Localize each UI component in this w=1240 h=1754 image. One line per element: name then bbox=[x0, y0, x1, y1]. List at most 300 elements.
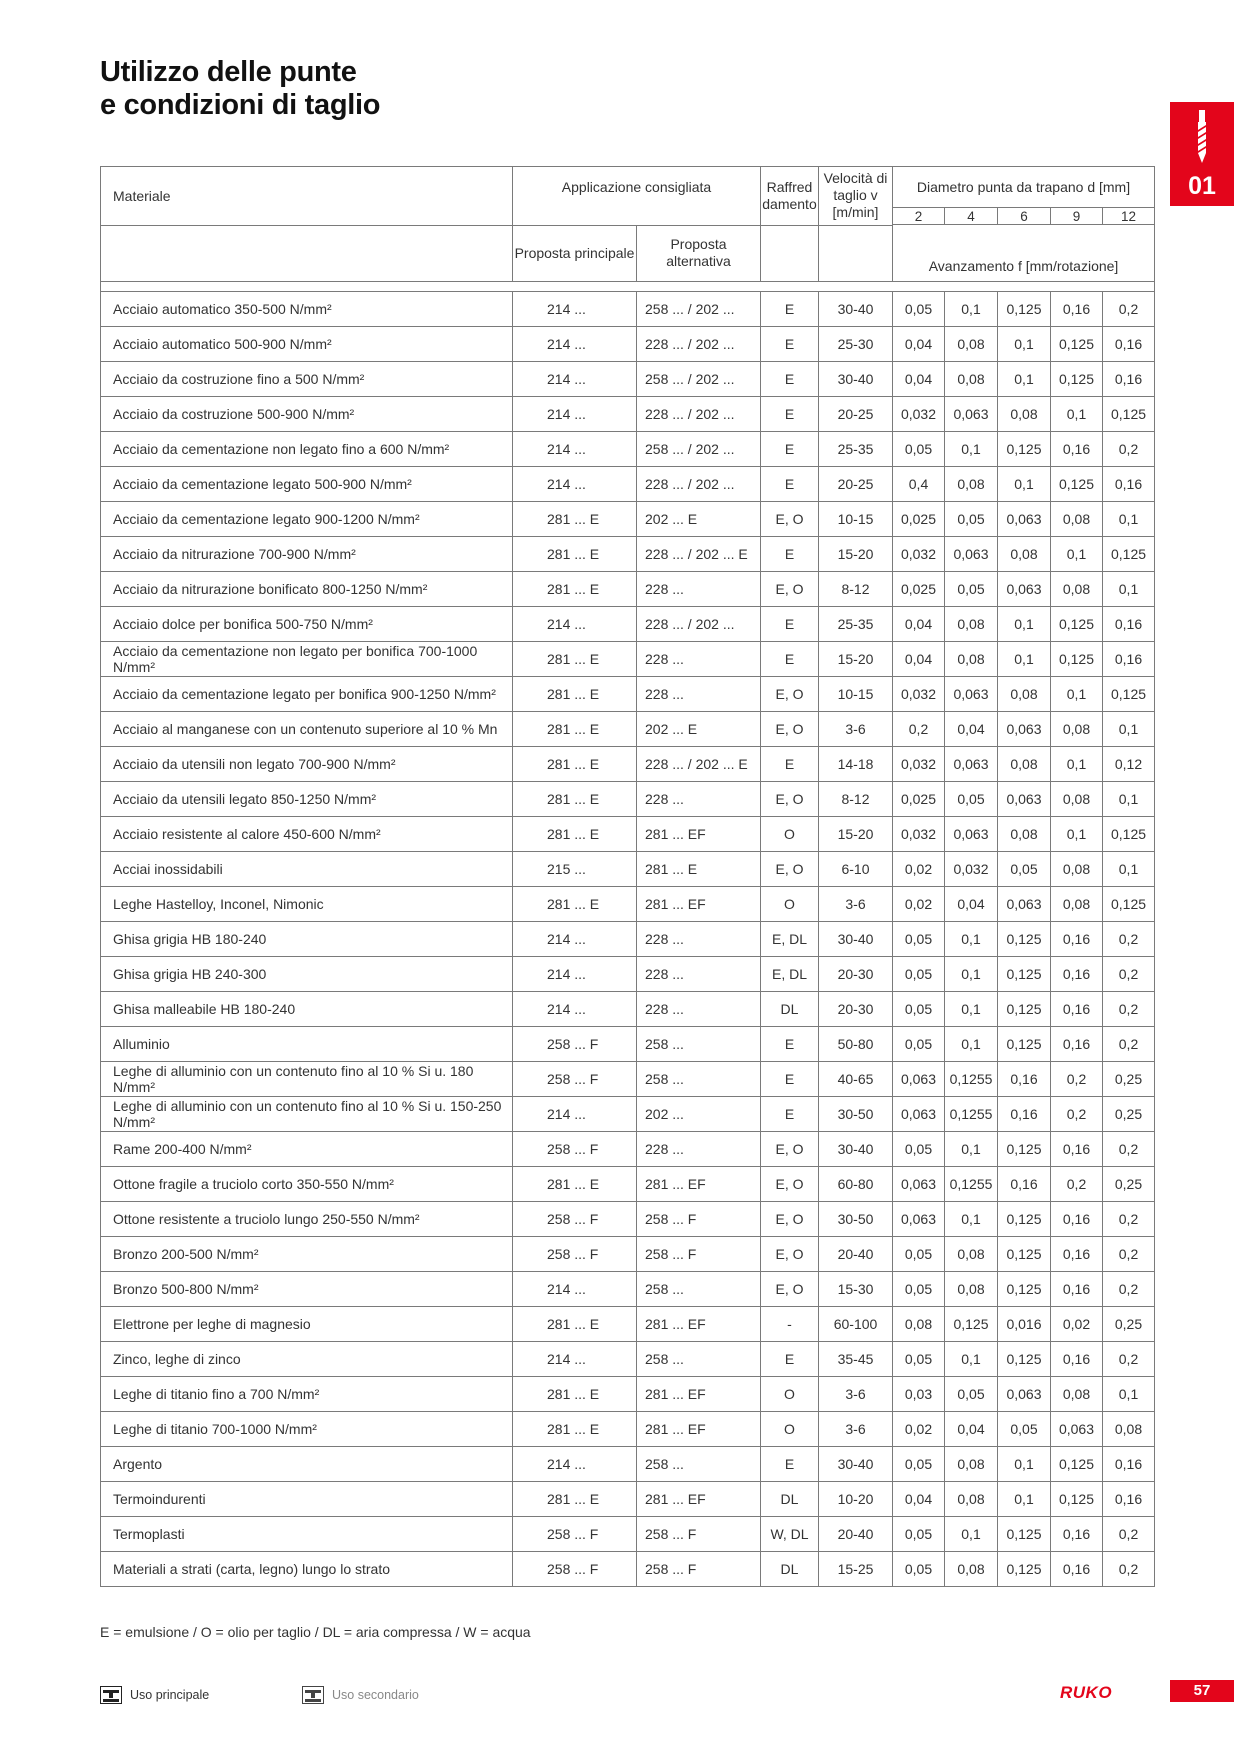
material-cell: Acciaio da utensili non legato 700-900 N/mm² bbox=[101, 747, 513, 782]
material-cell: Acciaio da nitrurazione 700-900 N/mm² bbox=[101, 537, 513, 572]
feed-d12-cell: 0,16 bbox=[1103, 1482, 1155, 1517]
speed-cell: 20-25 bbox=[819, 397, 893, 432]
feed-d6-cell: 0,125 bbox=[998, 1027, 1051, 1062]
feed-d4-cell: 0,1 bbox=[945, 432, 998, 467]
footer-primary-use bbox=[100, 1686, 209, 1704]
feed-d6-cell: 0,125 bbox=[998, 432, 1051, 467]
main-proposal-cell: 214 ... bbox=[513, 362, 637, 397]
feed-d12-cell: 0,2 bbox=[1103, 957, 1155, 992]
main-proposal-cell: 281 ... E bbox=[513, 537, 637, 572]
feed-d9-cell: 0,08 bbox=[1051, 502, 1103, 537]
material-cell: Leghe di alluminio con un contenuto fino al 10 % Si u. 150-250 N/mm² bbox=[101, 1097, 513, 1132]
feed-d9-cell: 0,16 bbox=[1051, 1027, 1103, 1062]
material-cell: Acciaio da cementazione legato 500-900 N/mm² bbox=[101, 467, 513, 502]
feed-d4-cell: 0,05 bbox=[945, 782, 998, 817]
cooling-cell: E bbox=[761, 1342, 819, 1377]
secondary-use-label: Uso secondario bbox=[332, 1688, 419, 1702]
speed-cell: 60-100 bbox=[819, 1307, 893, 1342]
feed-d4-cell: 0,032 bbox=[945, 852, 998, 887]
main-proposal-cell: 281 ... E bbox=[513, 1307, 637, 1342]
diameter-value: 6 bbox=[998, 208, 1051, 225]
feed-d2-cell: 0,05 bbox=[893, 992, 945, 1027]
alt-proposal-cell: 258 ... bbox=[637, 1272, 761, 1307]
material-cell: Termoplasti bbox=[101, 1517, 513, 1552]
feed-d9-cell: 0,125 bbox=[1051, 607, 1103, 642]
feed-d12-cell: 0,2 bbox=[1103, 1517, 1155, 1552]
feed-d9-cell: 0,125 bbox=[1051, 642, 1103, 677]
feed-d4-cell: 0,08 bbox=[945, 1447, 998, 1482]
feed-d9-cell: 0,16 bbox=[1051, 1237, 1103, 1272]
main-proposal-cell: 281 ... E bbox=[513, 1412, 637, 1447]
material-cell: Alluminio bbox=[101, 1027, 513, 1062]
feed-d6-cell: 0,1 bbox=[998, 642, 1051, 677]
feed-d2-cell: 0,05 bbox=[893, 922, 945, 957]
cooling-cell: W, DL bbox=[761, 1517, 819, 1552]
feed-d6-cell: 0,063 bbox=[998, 712, 1051, 747]
main-proposal-cell: 214 ... bbox=[513, 957, 637, 992]
main-proposal-cell: 214 ... bbox=[513, 467, 637, 502]
feed-d9-cell: 0,08 bbox=[1051, 572, 1103, 607]
feed-d12-cell: 0,125 bbox=[1103, 397, 1155, 432]
feed-d4-cell: 0,1255 bbox=[945, 1062, 998, 1097]
feed-d6-cell: 0,08 bbox=[998, 817, 1051, 852]
material-cell: Ottone fragile a truciolo corto 350-550 N/mm² bbox=[101, 1167, 513, 1202]
main-proposal-cell: 258 ... F bbox=[513, 1202, 637, 1237]
main-proposal-cell: 214 ... bbox=[513, 1272, 637, 1307]
cooling-cell: E, O bbox=[761, 1237, 819, 1272]
table-row bbox=[101, 432, 1155, 467]
material-cell: Rame 200-400 N/mm² bbox=[101, 1132, 513, 1167]
feed-d2-cell: 0,03 bbox=[893, 1377, 945, 1412]
speed-cell: 3-6 bbox=[819, 1412, 893, 1447]
material-cell: Acciaio da cementazione non legato per bonifica 700-1000 N/mm² bbox=[101, 642, 513, 677]
feed-d9-cell: 0,16 bbox=[1051, 292, 1103, 327]
main-proposal-cell: 281 ... E bbox=[513, 817, 637, 852]
feed-d2-cell: 0,05 bbox=[893, 1552, 945, 1587]
feed-d2-cell: 0,05 bbox=[893, 432, 945, 467]
main-proposal-cell: 214 ... bbox=[513, 1097, 637, 1132]
feed-d6-cell: 0,125 bbox=[998, 992, 1051, 1027]
cooling-cell: E, O bbox=[761, 572, 819, 607]
table-row bbox=[101, 362, 1155, 397]
material-cell: Elettrone per leghe di magnesio bbox=[101, 1307, 513, 1342]
feed-d4-cell: 0,1 bbox=[945, 992, 998, 1027]
header-gap bbox=[637, 208, 761, 226]
main-proposal-cell: 214 ... bbox=[513, 992, 637, 1027]
feed-d2-cell: 0,04 bbox=[893, 642, 945, 677]
main-proposal-cell: 281 ... E bbox=[513, 502, 637, 537]
alt-proposal-cell: 228 ... / 202 ... bbox=[637, 607, 761, 642]
feed-d12-cell: 0,2 bbox=[1103, 922, 1155, 957]
primary-use-label: Uso principale bbox=[130, 1688, 210, 1702]
page-title bbox=[100, 56, 380, 122]
header-material: Materiale bbox=[101, 167, 513, 226]
header-gap bbox=[513, 208, 637, 226]
feed-d6-cell: 0,1 bbox=[998, 1447, 1051, 1482]
speed-cell: 30-50 bbox=[819, 1202, 893, 1237]
alt-proposal-cell: 258 ... / 202 ... bbox=[637, 362, 761, 397]
footer-secondary-use bbox=[302, 1686, 419, 1704]
cooling-cell: E, DL bbox=[761, 922, 819, 957]
table-row bbox=[101, 677, 1155, 712]
material-cell: Acciaio da costruzione 500-900 N/mm² bbox=[101, 397, 513, 432]
feed-d6-cell: 0,1 bbox=[998, 1482, 1051, 1517]
feed-d2-cell: 0,025 bbox=[893, 572, 945, 607]
feed-d12-cell: 0,2 bbox=[1103, 992, 1155, 1027]
speed-cell: 20-40 bbox=[819, 1237, 893, 1272]
feed-d6-cell: 0,063 bbox=[998, 502, 1051, 537]
speed-cell: 20-30 bbox=[819, 957, 893, 992]
feed-d6-cell: 0,125 bbox=[998, 1342, 1051, 1377]
cooling-cell: E, O bbox=[761, 1202, 819, 1237]
feed-d2-cell: 0,05 bbox=[893, 1027, 945, 1062]
feed-d12-cell: 0,16 bbox=[1103, 327, 1155, 362]
table-row bbox=[101, 1307, 1155, 1342]
cooling-cell: E, O bbox=[761, 1272, 819, 1307]
main-proposal-cell: 258 ... F bbox=[513, 1132, 637, 1167]
main-proposal-cell: 214 ... bbox=[513, 292, 637, 327]
feed-d4-cell: 0,1 bbox=[945, 292, 998, 327]
feed-d12-cell: 0,125 bbox=[1103, 677, 1155, 712]
feed-d4-cell: 0,08 bbox=[945, 467, 998, 502]
cooling-cell: E, O bbox=[761, 1167, 819, 1202]
cooling-cell: E bbox=[761, 432, 819, 467]
table-row bbox=[101, 852, 1155, 887]
feed-d4-cell: 0,063 bbox=[945, 747, 998, 782]
cooling-cell: E bbox=[761, 362, 819, 397]
feed-d4-cell: 0,1255 bbox=[945, 1167, 998, 1202]
feed-d12-cell: 0,2 bbox=[1103, 1552, 1155, 1587]
cooling-cell: E, O bbox=[761, 677, 819, 712]
section-number: 01 bbox=[1188, 172, 1216, 200]
speed-cell: 30-40 bbox=[819, 1447, 893, 1482]
table-row bbox=[101, 327, 1155, 362]
material-cell: Acciaio da cementazione legato per bonifica 900-1250 N/mm² bbox=[101, 677, 513, 712]
alt-proposal-cell: 202 ... bbox=[637, 1097, 761, 1132]
main-proposal-cell: 281 ... E bbox=[513, 782, 637, 817]
feed-d6-cell: 0,125 bbox=[998, 1552, 1051, 1587]
header-spacer bbox=[101, 282, 1155, 292]
feed-d6-cell: 0,125 bbox=[998, 292, 1051, 327]
diameter-value: 12 bbox=[1103, 208, 1155, 225]
main-proposal-cell: 281 ... E bbox=[513, 1482, 637, 1517]
feed-d6-cell: 0,125 bbox=[998, 1132, 1051, 1167]
cooling-cell: E bbox=[761, 1062, 819, 1097]
main-proposal-cell: 281 ... E bbox=[513, 642, 637, 677]
speed-cell: 30-50 bbox=[819, 1097, 893, 1132]
feed-d9-cell: 0,2 bbox=[1051, 1097, 1103, 1132]
table-row bbox=[101, 712, 1155, 747]
material-cell: Acciai inossidabili bbox=[101, 852, 513, 887]
feed-d2-cell: 0,02 bbox=[893, 887, 945, 922]
alt-proposal-cell: 202 ... E bbox=[637, 712, 761, 747]
feed-d12-cell: 0,16 bbox=[1103, 607, 1155, 642]
drilling-conditions-table bbox=[100, 166, 1155, 1587]
speed-cell: 10-15 bbox=[819, 677, 893, 712]
feed-d4-cell: 0,08 bbox=[945, 1237, 998, 1272]
feed-d6-cell: 0,16 bbox=[998, 1062, 1051, 1097]
material-cell: Acciaio resistente al calore 450-600 N/mm² bbox=[101, 817, 513, 852]
alt-proposal-cell: 228 ... bbox=[637, 922, 761, 957]
speed-cell: 25-35 bbox=[819, 607, 893, 642]
speed-cell: 10-20 bbox=[819, 1482, 893, 1517]
speed-cell: 30-40 bbox=[819, 922, 893, 957]
feed-d4-cell: 0,05 bbox=[945, 502, 998, 537]
feed-d12-cell: 0,16 bbox=[1103, 467, 1155, 502]
feed-d9-cell: 0,16 bbox=[1051, 1202, 1103, 1237]
feed-d4-cell: 0,04 bbox=[945, 712, 998, 747]
material-cell: Argento bbox=[101, 1447, 513, 1482]
feed-d4-cell: 0,1 bbox=[945, 1027, 998, 1062]
alt-proposal-cell: 258 ... F bbox=[637, 1202, 761, 1237]
feed-d4-cell: 0,08 bbox=[945, 1482, 998, 1517]
main-proposal-cell: 214 ... bbox=[513, 397, 637, 432]
alt-proposal-cell: 228 ... / 202 ... bbox=[637, 467, 761, 502]
cooling-cell: E, O bbox=[761, 502, 819, 537]
alt-proposal-cell: 281 ... EF bbox=[637, 1482, 761, 1517]
table-row bbox=[101, 1132, 1155, 1167]
feed-d9-cell: 0,08 bbox=[1051, 712, 1103, 747]
table-row bbox=[101, 782, 1155, 817]
alt-proposal-cell: 281 ... EF bbox=[637, 887, 761, 922]
table-row bbox=[101, 1342, 1155, 1377]
feed-d6-cell: 0,08 bbox=[998, 537, 1051, 572]
feed-d4-cell: 0,1 bbox=[945, 922, 998, 957]
feed-d6-cell: 0,05 bbox=[998, 852, 1051, 887]
main-proposal-cell: 281 ... E bbox=[513, 1377, 637, 1412]
feed-d12-cell: 0,16 bbox=[1103, 362, 1155, 397]
speed-cell: 20-25 bbox=[819, 467, 893, 502]
speed-cell: 35-45 bbox=[819, 1342, 893, 1377]
feed-d6-cell: 0,16 bbox=[998, 1097, 1051, 1132]
feed-d9-cell: 0,16 bbox=[1051, 992, 1103, 1027]
alt-proposal-cell: 258 ... bbox=[637, 1027, 761, 1062]
speed-cell: 15-20 bbox=[819, 642, 893, 677]
main-proposal-cell: 281 ... E bbox=[513, 677, 637, 712]
feed-d9-cell: 0,1 bbox=[1051, 397, 1103, 432]
feed-d2-cell: 0,05 bbox=[893, 957, 945, 992]
cooling-cell: E, O bbox=[761, 712, 819, 747]
material-cell: Acciaio da cementazione legato 900-1200 N/mm² bbox=[101, 502, 513, 537]
feed-d9-cell: 0,16 bbox=[1051, 957, 1103, 992]
table-row bbox=[101, 607, 1155, 642]
table-row bbox=[101, 1097, 1155, 1132]
feed-d2-cell: 0,063 bbox=[893, 1062, 945, 1097]
alt-proposal-cell: 281 ... EF bbox=[637, 817, 761, 852]
alt-proposal-cell: 281 ... EF bbox=[637, 1307, 761, 1342]
alt-proposal-cell: 281 ... EF bbox=[637, 1167, 761, 1202]
feed-d6-cell: 0,063 bbox=[998, 887, 1051, 922]
feed-d6-cell: 0,125 bbox=[998, 1237, 1051, 1272]
feed-d4-cell: 0,08 bbox=[945, 1272, 998, 1307]
speed-cell: 25-35 bbox=[819, 432, 893, 467]
table-row bbox=[101, 1237, 1155, 1272]
table-row bbox=[101, 537, 1155, 572]
brand-logo: RUKO bbox=[1060, 1683, 1113, 1702]
material-cell: Acciaio automatico 500-900 N/mm² bbox=[101, 327, 513, 362]
header-feed: Avanzamento f [mm/rotazione] bbox=[893, 225, 1155, 282]
feed-d4-cell: 0,125 bbox=[945, 1307, 998, 1342]
speed-cell: 15-20 bbox=[819, 537, 893, 572]
alt-proposal-cell: 228 ... bbox=[637, 1132, 761, 1167]
alt-proposal-cell: 258 ... bbox=[637, 1342, 761, 1377]
title-line-2: e condizioni di taglio bbox=[100, 89, 381, 121]
speed-cell: 15-30 bbox=[819, 1272, 893, 1307]
header-application: Applicazione consigliata bbox=[513, 167, 761, 208]
material-cell: Ghisa malleabile HB 180-240 bbox=[101, 992, 513, 1027]
feed-d6-cell: 0,05 bbox=[998, 1412, 1051, 1447]
main-proposal-cell: 214 ... bbox=[513, 607, 637, 642]
feed-d4-cell: 0,08 bbox=[945, 642, 998, 677]
main-proposal-cell: 214 ... bbox=[513, 327, 637, 362]
feed-d4-cell: 0,08 bbox=[945, 327, 998, 362]
material-cell: Ghisa grigia HB 240-300 bbox=[101, 957, 513, 992]
table-row bbox=[101, 1447, 1155, 1482]
alt-proposal-cell: 202 ... E bbox=[637, 502, 761, 537]
cooling-cell: E bbox=[761, 537, 819, 572]
alt-proposal-cell: 228 ... bbox=[637, 677, 761, 712]
table-row bbox=[101, 467, 1155, 502]
alt-proposal-cell: 281 ... EF bbox=[637, 1377, 761, 1412]
material-cell: Acciaio da nitrurazione bonificato 800-1250 N/mm² bbox=[101, 572, 513, 607]
feed-d12-cell: 0,1 bbox=[1103, 502, 1155, 537]
feed-d6-cell: 0,125 bbox=[998, 1202, 1051, 1237]
speed-cell: 15-25 bbox=[819, 1552, 893, 1587]
feed-d2-cell: 0,02 bbox=[893, 1412, 945, 1447]
feed-d12-cell: 0,12 bbox=[1103, 747, 1155, 782]
feed-d12-cell: 0,125 bbox=[1103, 817, 1155, 852]
alt-proposal-cell: 228 ... bbox=[637, 572, 761, 607]
diameter-value: 2 bbox=[893, 208, 945, 225]
feed-d2-cell: 0,032 bbox=[893, 677, 945, 712]
feed-d4-cell: 0,063 bbox=[945, 817, 998, 852]
cooling-cell: O bbox=[761, 887, 819, 922]
feed-d2-cell: 0,2 bbox=[893, 712, 945, 747]
feed-d4-cell: 0,1 bbox=[945, 1132, 998, 1167]
header-diameter: Diametro punta da trapano d [mm] bbox=[893, 167, 1155, 208]
header-alt-proposal: Proposta alternativa bbox=[637, 225, 761, 282]
feed-d4-cell: 0,08 bbox=[945, 1552, 998, 1587]
feed-d2-cell: 0,032 bbox=[893, 817, 945, 852]
feed-d2-cell: 0,05 bbox=[893, 292, 945, 327]
feed-d4-cell: 0,1 bbox=[945, 1342, 998, 1377]
feed-d2-cell: 0,04 bbox=[893, 327, 945, 362]
feed-d9-cell: 0,125 bbox=[1051, 362, 1103, 397]
feed-d6-cell: 0,16 bbox=[998, 1167, 1051, 1202]
table-row bbox=[101, 957, 1155, 992]
feed-d12-cell: 0,2 bbox=[1103, 1342, 1155, 1377]
speed-cell: 30-40 bbox=[819, 1132, 893, 1167]
feed-d2-cell: 0,063 bbox=[893, 1097, 945, 1132]
material-cell: Bronzo 500-800 N/mm² bbox=[101, 1272, 513, 1307]
feed-d12-cell: 0,2 bbox=[1103, 1272, 1155, 1307]
feed-d4-cell: 0,1 bbox=[945, 1517, 998, 1552]
speed-cell: 25-30 bbox=[819, 327, 893, 362]
feed-d2-cell: 0,05 bbox=[893, 1342, 945, 1377]
speed-cell: 3-6 bbox=[819, 712, 893, 747]
main-proposal-cell: 258 ... F bbox=[513, 1517, 637, 1552]
feed-d9-cell: 0,16 bbox=[1051, 1342, 1103, 1377]
feed-d9-cell: 0,16 bbox=[1051, 1517, 1103, 1552]
alt-proposal-cell: 228 ... / 202 ... bbox=[637, 327, 761, 362]
speed-cell: 60-80 bbox=[819, 1167, 893, 1202]
feed-d6-cell: 0,125 bbox=[998, 957, 1051, 992]
speed-cell: 50-80 bbox=[819, 1027, 893, 1062]
feed-d9-cell: 0,125 bbox=[1051, 1482, 1103, 1517]
feed-d2-cell: 0,025 bbox=[893, 782, 945, 817]
feed-d2-cell: 0,032 bbox=[893, 747, 945, 782]
feed-d6-cell: 0,125 bbox=[998, 1272, 1051, 1307]
feed-d12-cell: 0,25 bbox=[1103, 1307, 1155, 1342]
machine-icon bbox=[302, 1686, 324, 1704]
feed-d9-cell: 0,2 bbox=[1051, 1062, 1103, 1097]
table-row bbox=[101, 1062, 1155, 1097]
section-tab bbox=[1170, 102, 1234, 206]
feed-d2-cell: 0,032 bbox=[893, 397, 945, 432]
feed-d4-cell: 0,1 bbox=[945, 957, 998, 992]
material-cell: Acciaio automatico 350-500 N/mm² bbox=[101, 292, 513, 327]
cooling-cell: E bbox=[761, 747, 819, 782]
feed-d2-cell: 0,05 bbox=[893, 1447, 945, 1482]
alt-proposal-cell: 258 ... / 202 ... bbox=[637, 432, 761, 467]
feed-d12-cell: 0,1 bbox=[1103, 712, 1155, 747]
speed-cell: 6-10 bbox=[819, 852, 893, 887]
feed-d2-cell: 0,08 bbox=[893, 1307, 945, 1342]
feed-d9-cell: 0,08 bbox=[1051, 1377, 1103, 1412]
speed-cell: 3-6 bbox=[819, 887, 893, 922]
feed-d12-cell: 0,125 bbox=[1103, 887, 1155, 922]
material-cell: Ghisa grigia HB 180-240 bbox=[101, 922, 513, 957]
cooling-cell: - bbox=[761, 1307, 819, 1342]
material-cell: Acciaio dolce per bonifica 500-750 N/mm² bbox=[101, 607, 513, 642]
feed-d2-cell: 0,05 bbox=[893, 1517, 945, 1552]
feed-d12-cell: 0,1 bbox=[1103, 782, 1155, 817]
feed-d4-cell: 0,063 bbox=[945, 537, 998, 572]
cooling-cell: E bbox=[761, 292, 819, 327]
feed-d12-cell: 0,2 bbox=[1103, 1027, 1155, 1062]
cooling-cell: O bbox=[761, 817, 819, 852]
main-proposal-cell: 281 ... E bbox=[513, 887, 637, 922]
speed-cell: 15-20 bbox=[819, 817, 893, 852]
feed-d6-cell: 0,016 bbox=[998, 1307, 1051, 1342]
main-proposal-cell: 215 ... bbox=[513, 852, 637, 887]
feed-d6-cell: 0,1 bbox=[998, 467, 1051, 502]
feed-d2-cell: 0,063 bbox=[893, 1202, 945, 1237]
alt-proposal-cell: 258 ... bbox=[637, 1447, 761, 1482]
material-cell: Leghe di titanio fino a 700 N/mm² bbox=[101, 1377, 513, 1412]
table-row bbox=[101, 817, 1155, 852]
alt-proposal-cell: 228 ... bbox=[637, 957, 761, 992]
feed-d2-cell: 0,063 bbox=[893, 1167, 945, 1202]
main-proposal-cell: 281 ... E bbox=[513, 572, 637, 607]
speed-cell: 20-40 bbox=[819, 1517, 893, 1552]
alt-proposal-cell: 258 ... / 202 ... bbox=[637, 292, 761, 327]
table-row bbox=[101, 292, 1155, 327]
feed-d6-cell: 0,1 bbox=[998, 362, 1051, 397]
alt-proposal-cell: 258 ... F bbox=[637, 1237, 761, 1272]
legend: E = emulsione / O = olio per taglio / DL = aria compressa / W = acqua bbox=[100, 1624, 531, 1640]
main-proposal-cell: 258 ... F bbox=[513, 1062, 637, 1097]
feed-d4-cell: 0,08 bbox=[945, 362, 998, 397]
machine-icon bbox=[100, 1686, 122, 1704]
table-row bbox=[101, 572, 1155, 607]
feed-d12-cell: 0,16 bbox=[1103, 642, 1155, 677]
cooling-cell: E bbox=[761, 1447, 819, 1482]
feed-d9-cell: 0,16 bbox=[1051, 1272, 1103, 1307]
speed-cell: 30-40 bbox=[819, 362, 893, 397]
table-row bbox=[101, 1377, 1155, 1412]
feed-d2-cell: 0,04 bbox=[893, 1482, 945, 1517]
